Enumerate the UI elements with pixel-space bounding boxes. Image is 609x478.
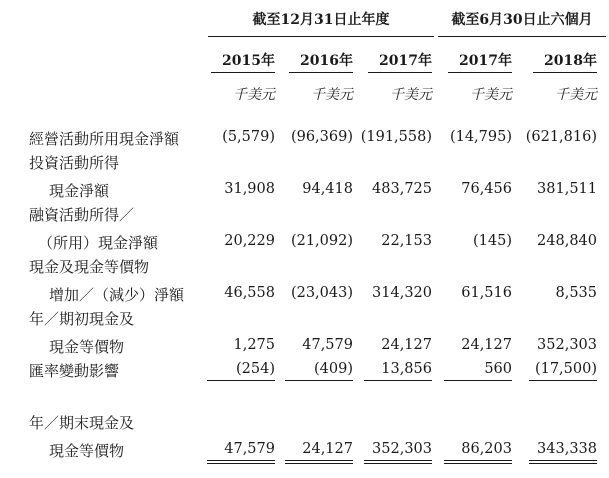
table-cell: 314,320 <box>372 285 432 301</box>
row-label: 現金等價物 <box>49 338 125 356</box>
table-cell: 47,579 <box>224 441 275 457</box>
row-label: 投資活動所得 <box>29 154 120 172</box>
table-cell: 24,127 <box>461 337 512 353</box>
table-cell: (254) <box>236 361 275 377</box>
table-cell: 24,127 <box>302 441 353 457</box>
total-double-rule <box>207 460 275 464</box>
row-label: 年／期初現金及 <box>29 310 135 328</box>
table-cell: 352,303 <box>537 337 597 353</box>
table-cell: 86,203 <box>461 441 512 457</box>
row-label: 現金淨額 <box>49 182 110 200</box>
unit-header: 千美元 <box>555 87 597 103</box>
table-cell: 31,908 <box>224 181 275 197</box>
total-double-rule <box>285 460 353 464</box>
table-cell: (145) <box>473 233 512 249</box>
table-cell: (14,795) <box>449 129 512 145</box>
group-header-six-months: 截至6月30日止六個月 <box>451 12 593 28</box>
total-double-rule <box>444 460 512 464</box>
year-underline <box>211 72 275 73</box>
unit-header: 千美元 <box>311 87 353 103</box>
row-label: 現金等價物 <box>49 442 125 460</box>
table-cell: (621,816) <box>525 129 597 145</box>
table-cell: 1,275 <box>233 337 275 353</box>
year-header: 2016年 <box>300 53 353 69</box>
year-underline <box>448 72 512 73</box>
table-cell: 20,229 <box>224 233 275 249</box>
row-label: 增加／（減少）淨額 <box>49 286 185 304</box>
total-double-rule <box>364 460 432 464</box>
table-cell: 61,516 <box>461 285 512 301</box>
subtotal-rule <box>444 380 512 381</box>
year-underline <box>533 72 597 73</box>
table-cell: 13,856 <box>381 361 432 377</box>
year-header: 2017年 <box>459 53 512 69</box>
year-underline <box>368 72 432 73</box>
year-header: 2017年 <box>379 53 432 69</box>
row-label: 經營活動所用現金淨額 <box>29 130 180 148</box>
row-label: （所用）現金淨額 <box>38 234 159 252</box>
table-cell: (5,579) <box>222 129 275 145</box>
subtotal-rule <box>207 380 275 381</box>
table-cell: 8,535 <box>555 285 597 301</box>
table-cell: 47,579 <box>302 337 353 353</box>
year-underline <box>289 72 353 73</box>
table-cell: (409) <box>314 361 353 377</box>
table-cell: (23,043) <box>290 285 353 301</box>
row-label: 現金及現金等價物 <box>29 258 150 276</box>
subtotal-rule <box>364 380 432 381</box>
table-cell: 24,127 <box>381 337 432 353</box>
table-cell: (191,558) <box>360 129 432 145</box>
table-cell: (96,369) <box>290 129 353 145</box>
table-cell: 560 <box>484 361 512 377</box>
total-double-rule <box>529 460 597 464</box>
table-cell: 352,303 <box>372 441 432 457</box>
group-underline-year-ended <box>208 36 434 37</box>
table-cell: 22,153 <box>381 233 432 249</box>
table-cell: (21,092) <box>290 233 353 249</box>
table-cell: 483,725 <box>372 181 432 197</box>
row-label: 匯率變動影響 <box>29 362 120 380</box>
table-cell: 343,338 <box>537 441 597 457</box>
table-cell: 248,840 <box>537 233 597 249</box>
group-underline-six-months <box>438 36 606 37</box>
subtotal-rule <box>285 380 353 381</box>
year-header: 2018年 <box>544 53 597 69</box>
table-cell: 94,418 <box>302 181 353 197</box>
year-header: 2015年 <box>222 53 275 69</box>
unit-header: 千美元 <box>233 87 275 103</box>
subtotal-rule <box>529 380 597 381</box>
table-cell: 46,558 <box>224 285 275 301</box>
table-cell: 76,456 <box>461 181 512 197</box>
unit-header: 千美元 <box>390 87 432 103</box>
row-label: 融資活動所得／ <box>29 206 135 224</box>
table-cell: (17,500) <box>534 361 597 377</box>
unit-header: 千美元 <box>470 87 512 103</box>
row-label: 年／期末現金及 <box>29 414 135 432</box>
group-header-year-ended: 截至12月31日止年度 <box>252 12 390 28</box>
table-cell: 381,511 <box>537 181 597 197</box>
